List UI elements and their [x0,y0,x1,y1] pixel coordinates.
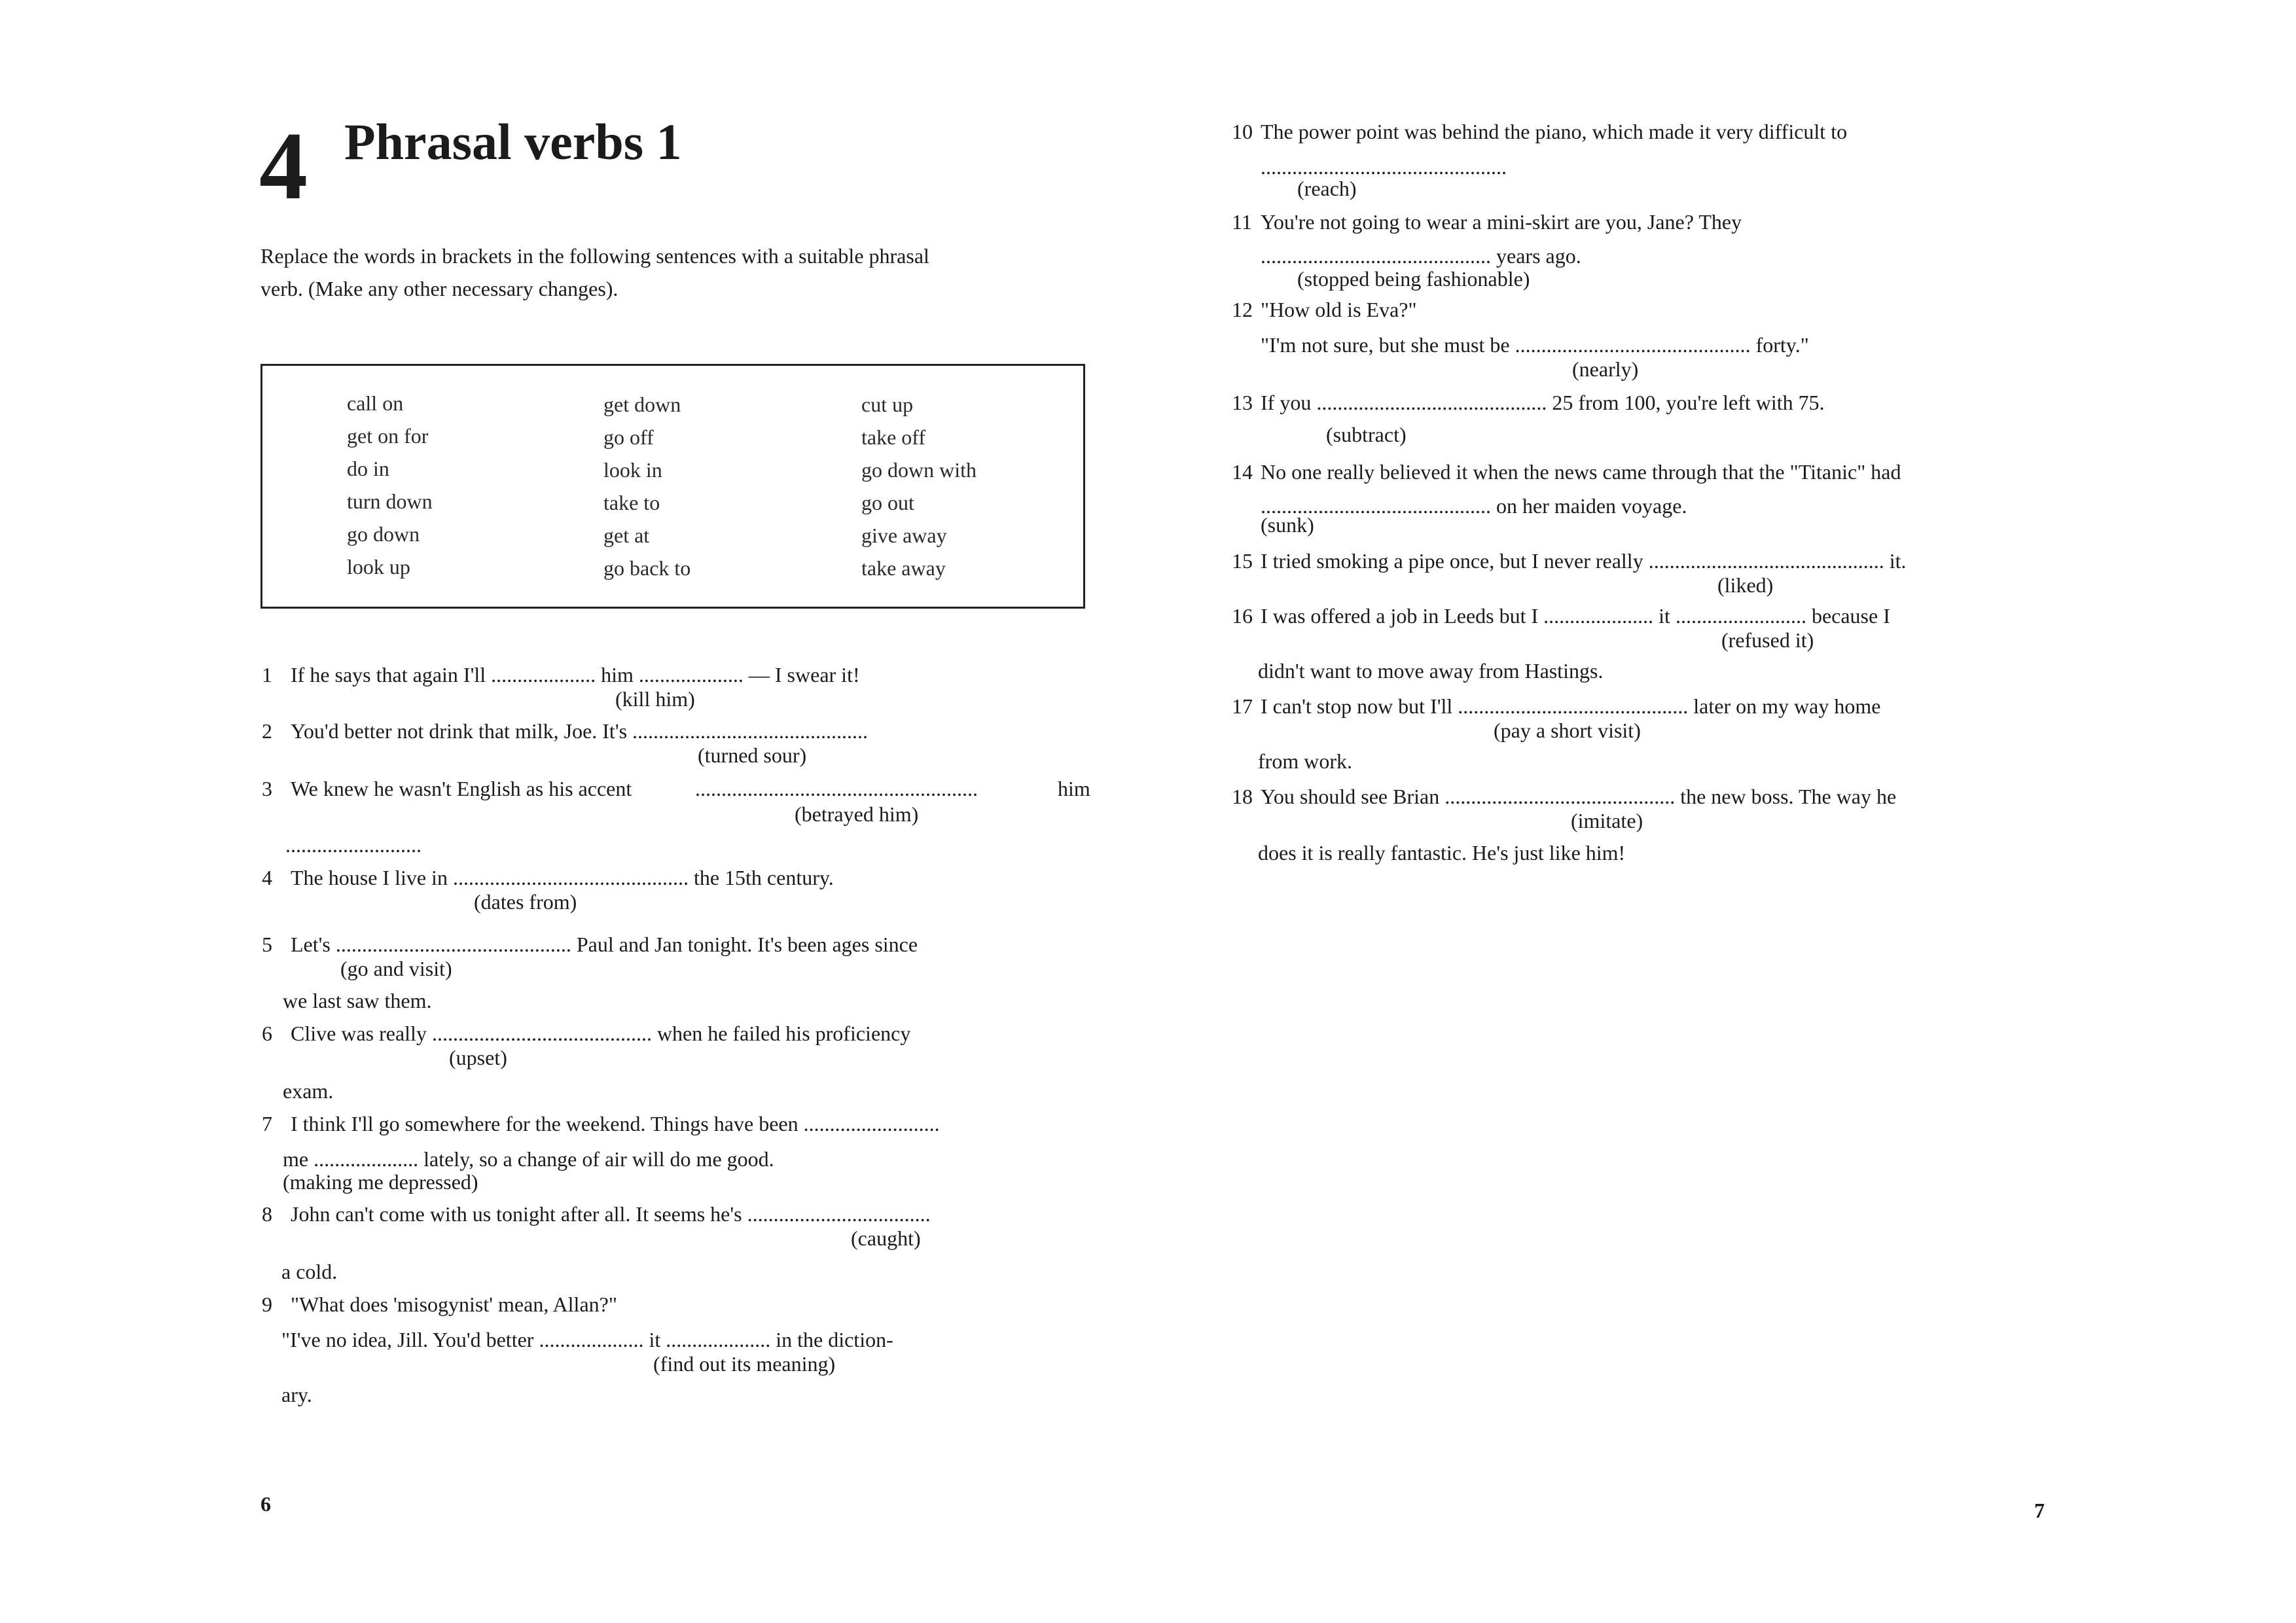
verb-look-in: look in [603,458,662,482]
exercise-number: 14 [1232,460,1253,484]
exercise-text: You should see Brian ............................................ the new boss. The way he [1261,785,1897,808]
exercise-text: You're not going to wear a mini-skirt are you, Jane? They [1261,210,1742,234]
exercise-1-gloss: (kill him) [615,687,695,711]
verb-cut-up: cut up [861,393,914,416]
verb-call-on: call on [347,391,404,415]
exercise-17-gloss: (pay a short visit) [1494,719,1641,742]
exercise-9-gloss: (find out its meaning) [653,1352,836,1376]
verb-go-out: go out [861,491,914,514]
exercise-6 [262,1021,910,1046]
exercise-11-continuation: ............................................ years ago. [1261,244,1581,268]
page-number-right: 7 [2034,1499,2045,1522]
exercise-12-gloss: (nearly) [1572,357,1639,381]
exercise-7-gloss: (making me depressed) [283,1170,478,1194]
verb-take-away: take away [861,556,946,580]
exercise-5-gloss: (go and visit) [340,957,452,980]
instruction-line-1: Replace the words in brackets in the following sentences with a suitable phrasal [260,244,929,268]
exercise-text: We knew he wasn't English as his accent [291,777,632,800]
exercise-10-gloss: (reach) [1297,177,1357,200]
exercise-14-gloss: (sunk) [1261,513,1314,537]
exercise-4 [262,865,834,890]
exercise-16-continuation: didn't want to move away from Hastings. [1258,659,1604,683]
exercise-number: 5 [262,933,272,956]
exercise-14 [1232,459,1901,484]
verb-get-on-for: get on for [347,424,429,448]
page-number-left: 6 [260,1492,271,1516]
exercise-number: 3 [262,777,272,800]
exercise-10 [1232,119,1847,144]
exercise-number: 2 [262,719,272,743]
exercise-text: Let's ............................................. Paul and Jan tonight. It's been ages since [291,933,918,956]
exercise-14-continuation: ............................................ on her maiden voyage. [1261,494,1687,518]
exercise-text: Clive was really .......................................... when he failed his proficiency [291,1022,911,1045]
exercise-5-continuation: we last saw them. [283,989,432,1012]
exercise-number: 1 [262,663,272,687]
exercise-number: 12 [1232,298,1253,321]
exercise-text: I think I'll go somewhere for the weekend. Things have been .......................... [291,1112,940,1135]
exercise-8-continuation: a cold. [281,1260,338,1283]
verb-do-in: do in [347,457,389,480]
exercise-9-continuation-2: ary. [281,1383,312,1406]
verb-go-down: go down [347,522,420,546]
exercise-text: The power point was behind the piano, which made it very difficult to [1261,120,1848,143]
verb-get-down: get down [603,393,681,416]
exercise-text: If he says that again I'll .................... him .................... — I swear it! [291,663,860,687]
exercise-number: 6 [262,1022,272,1045]
exercise-1 [262,662,860,687]
verb-turn-down: turn down [347,490,433,513]
exercise-number: 13 [1232,391,1253,414]
exercise-number: 10 [1232,120,1253,143]
chapter-title: Phrasal verbs 1 [344,113,682,170]
exercise-number: 17 [1232,694,1253,718]
exercise-number: 11 [1232,210,1252,234]
exercise-18-gloss: (imitate) [1571,809,1643,832]
exercise-text: No one really believed it when the news came through that the "Titanic" had [1261,460,1901,484]
exercise-13 [1232,390,1825,415]
exercise-2-gloss: (turned sour) [698,743,807,767]
exercise-2 [262,719,868,743]
exercise-text: I was offered a job in Leeds but I ..................... it ......................... because I [1261,604,1890,628]
exercise-10-continuation: ............................................... [1261,155,1507,179]
exercise-12-continuation: "I'm not sure, but she must be ............................................. forty." [1261,333,1809,357]
exercise-text: John can't come with us tonight after all. It seems he's ................................... [291,1202,931,1226]
exercise-11-gloss: (stopped being fashionable) [1297,267,1530,291]
exercise-number: 15 [1232,549,1253,573]
verb-go-back-to: go back to [603,556,691,580]
exercise-3-continuation: .......................... [285,833,422,857]
exercise-3 [262,776,632,801]
exercise-3-end: him [1058,777,1090,800]
exercise-15-gloss: (liked) [1717,573,1774,597]
exercise-text: "What does 'misogynist' mean, Allan?" [291,1293,617,1316]
verb-look-up: look up [347,555,410,579]
exercise-8 [262,1202,931,1226]
exercise-number: 16 [1232,604,1253,628]
verb-take-to: take to [603,491,660,514]
verb-get-at: get at [603,524,650,547]
exercise-8-gloss: (caught) [851,1226,921,1250]
exercise-6-gloss: (upset) [449,1046,507,1069]
exercise-7-continuation: me .................... lately, so a change of air will do me good. [283,1147,774,1171]
verb-go-down-with: go down with [861,458,977,482]
exercise-number: 7 [262,1112,272,1135]
exercise-18-continuation: does it is really fantastic. He's just like him! [1258,841,1626,865]
exercise-number: 4 [262,866,272,889]
exercise-9 [262,1292,617,1317]
exercise-text: You'd better not drink that milk, Joe. It's ............................................. [291,719,869,743]
exercise-text: I tried smoking a pipe once, but I never really ............................................. it. [1261,549,1907,573]
exercise-9-continuation: "I've no idea, Jill. You'd better .................... it .................... in the diction- [281,1328,893,1351]
exercise-number: 18 [1232,785,1253,808]
exercise-6-continuation: exam. [283,1079,334,1103]
exercise-17 [1232,694,1880,719]
exercise-number: 9 [262,1293,272,1316]
exercise-18 [1232,784,1896,809]
exercise-3-gloss: (betrayed him) [795,802,919,826]
exercise-15 [1232,548,1906,573]
exercise-number: 8 [262,1202,272,1226]
exercise-5 [262,932,918,957]
chapter-number: 4 [259,113,308,220]
verb-give-away: give away [861,524,947,547]
exercise-3-blank: ...................................................... [695,777,978,800]
verb-go-off: go off [603,425,654,449]
exercise-13-gloss: (subtract) [1326,423,1407,446]
exercise-11 [1232,209,1742,234]
exercise-17-continuation: from work. [1258,749,1352,773]
verb-take-off: take off [861,425,926,449]
exercise-7 [262,1111,940,1136]
exercise-text: The house I live in ............................................. the 15th century. [291,866,834,889]
exercise-16 [1232,603,1890,628]
exercise-12 [1232,297,1417,322]
exercise-4-gloss: (dates from) [474,890,577,914]
exercise-text: I can't stop now but I'll ............................................ later on my way home [1261,694,1881,718]
exercise-text: "How old is Eva?" [1261,298,1417,321]
instruction-line-2: verb. (Make any other necessary changes). [260,277,619,300]
exercise-16-gloss: (refused it) [1721,628,1814,652]
exercise-text: If you ............................................ 25 from 100, you're left with 75. [1261,391,1825,414]
